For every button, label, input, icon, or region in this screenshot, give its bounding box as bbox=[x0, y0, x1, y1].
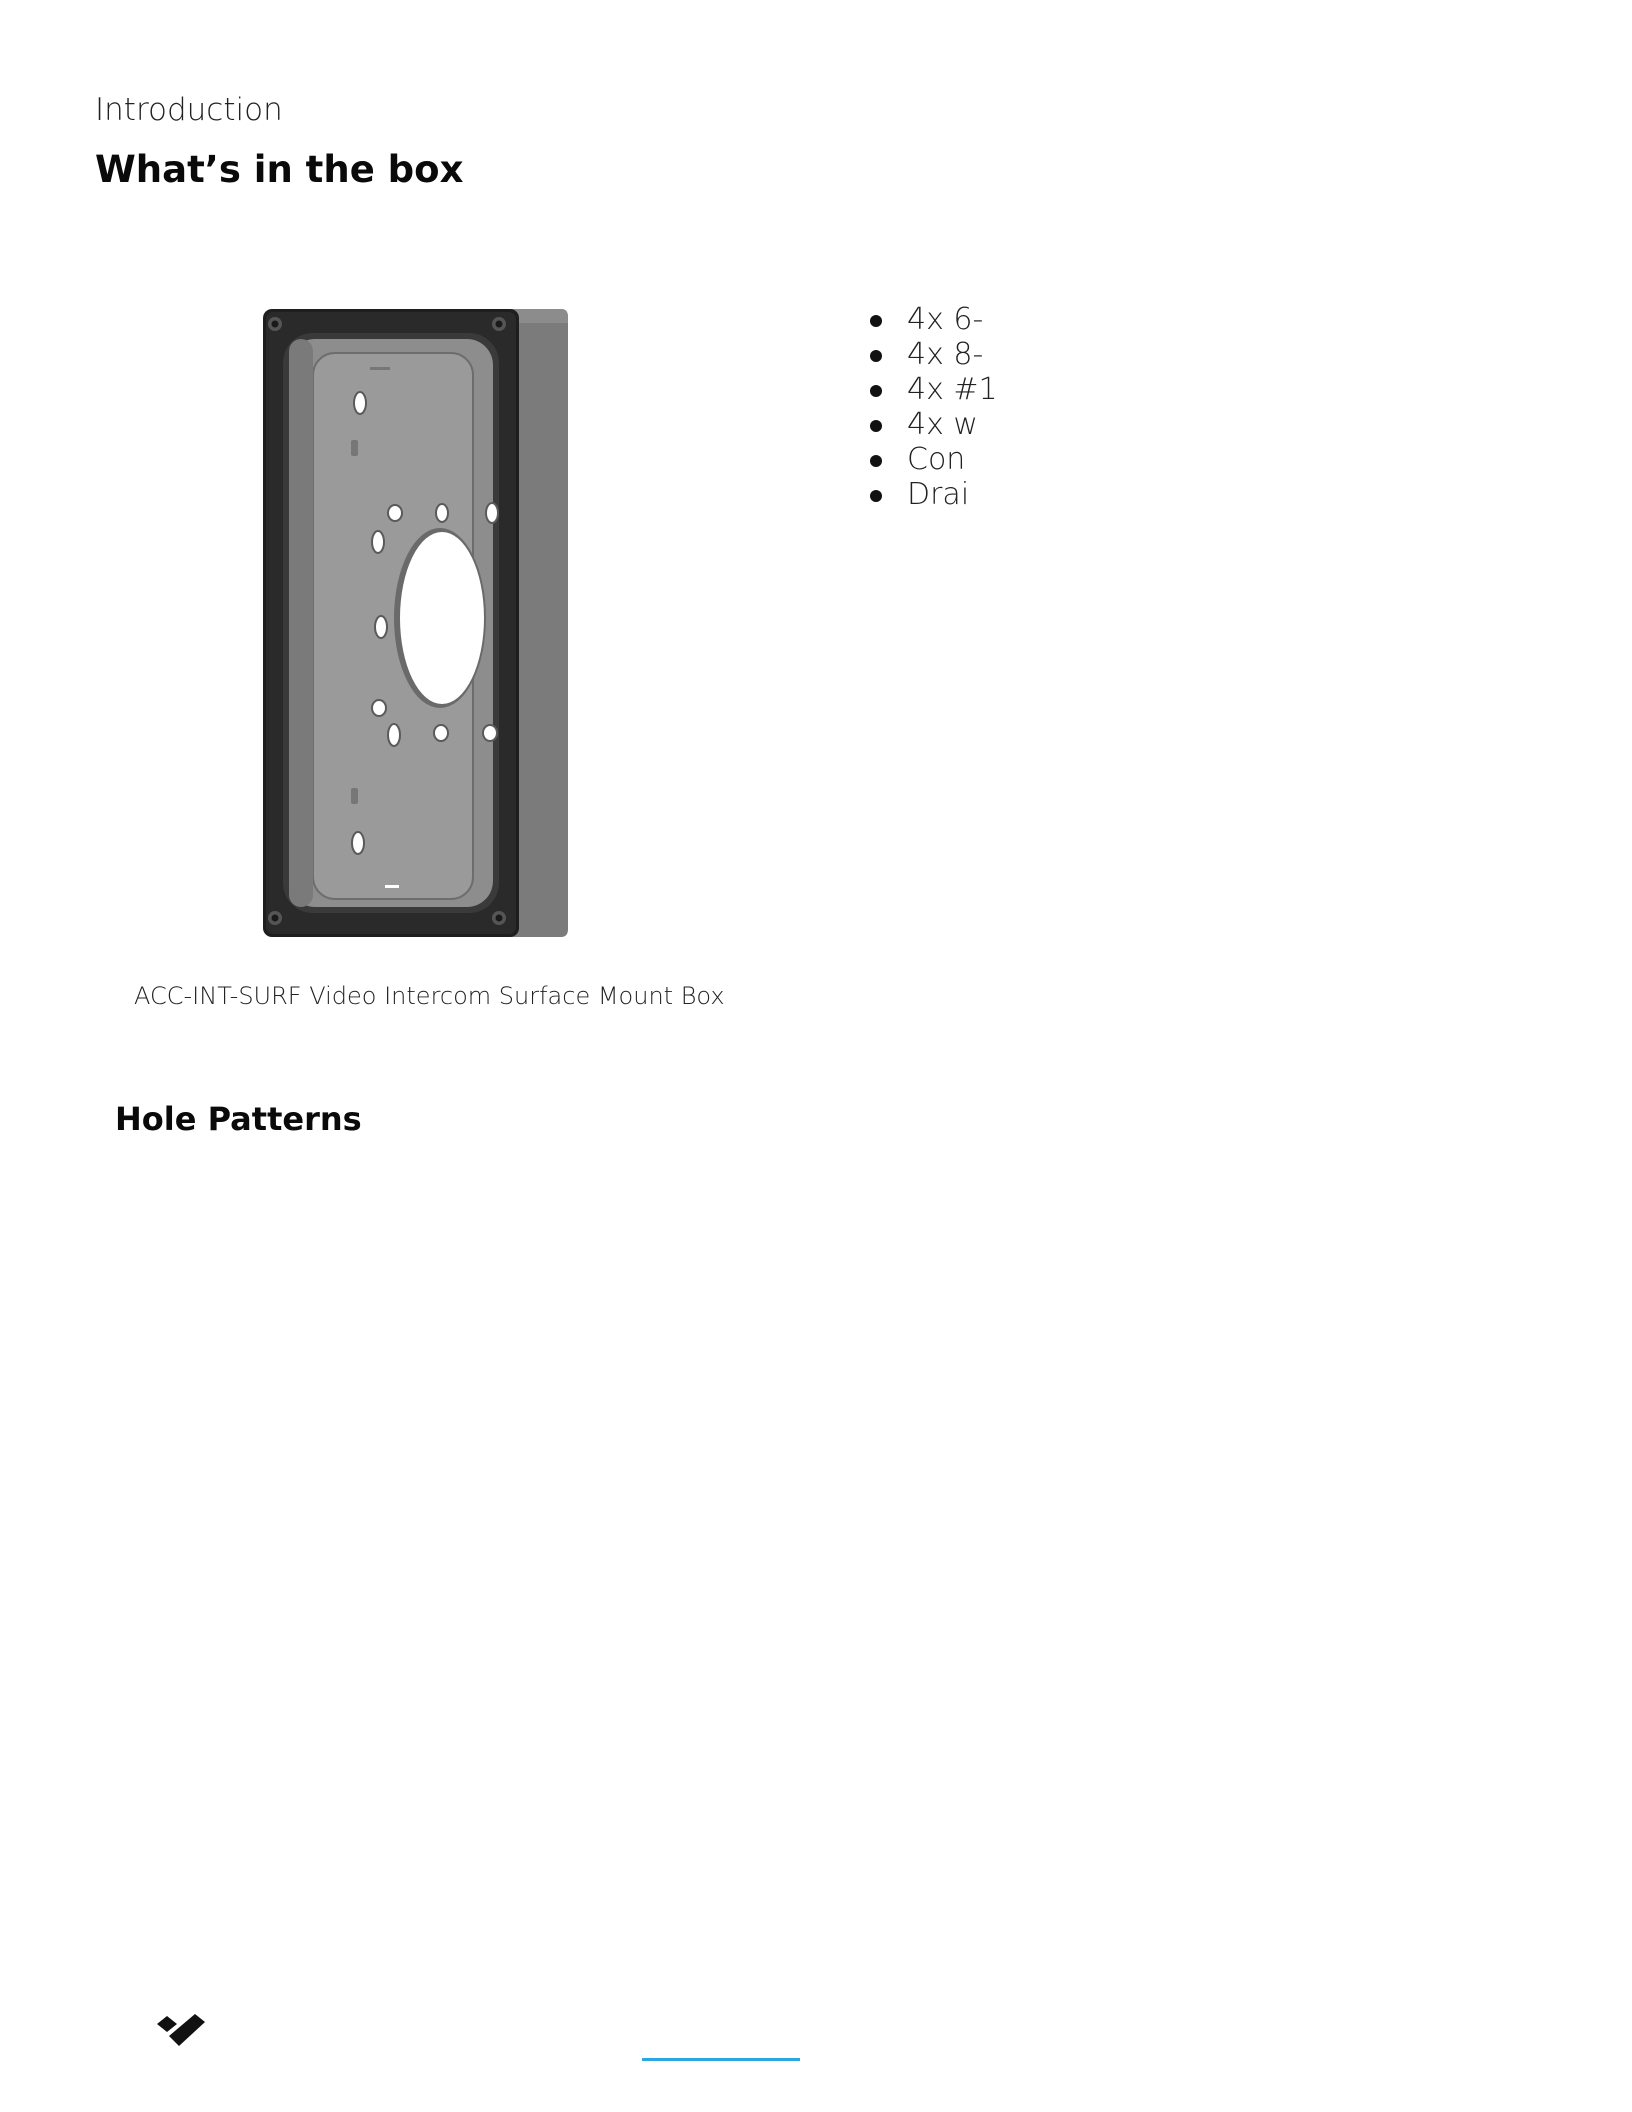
list-item: 4x 6- bbox=[866, 302, 998, 337]
section-label: Introduction bbox=[95, 92, 283, 128]
footer-link[interactable] bbox=[642, 2058, 800, 2061]
list-item: 4x #1 bbox=[866, 372, 998, 407]
list-item: Drai bbox=[866, 477, 998, 512]
list-item: 4x 8- bbox=[866, 337, 998, 372]
brand-logo-icon bbox=[155, 2012, 207, 2052]
product-caption: ACC-INT-SURF Video Intercom Surface Mount Box bbox=[134, 982, 725, 1010]
list-item: 4x w bbox=[866, 407, 998, 442]
list-item: Con bbox=[866, 442, 998, 477]
hole-patterns-title: Hole Patterns bbox=[115, 1100, 362, 1138]
contents-list bbox=[866, 302, 998, 512]
surface-mount-box-image bbox=[255, 305, 575, 945]
page-title: What’s in the box bbox=[95, 148, 464, 191]
